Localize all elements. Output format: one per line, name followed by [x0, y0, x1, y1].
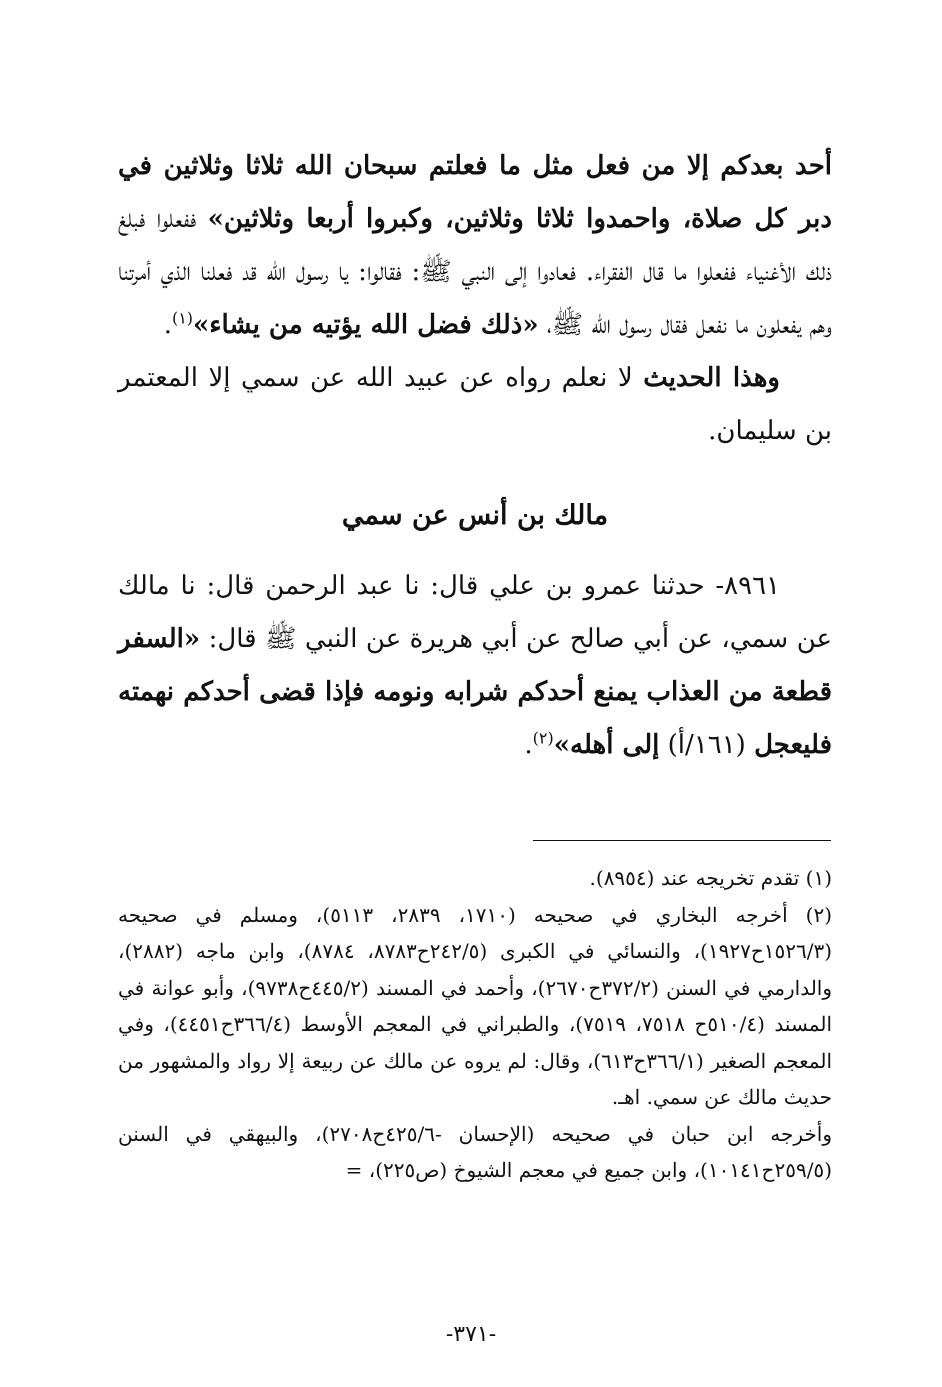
sentence-end: .	[163, 310, 172, 340]
footnote-2: (٢) أخرجه البخاري في صحيحه (١٧١٠، ٢٨٣٩، ٥١١٣)، ومسلم في صحيحه (١٥٢٦/٣ح١٩٢٧)، والنسائي في الكبرى (٢٤٢/٥ح٨٧٨٣، ٨٧٨٤)، وابن ماجه (٢٨٨٢)، والدارمي في السنن (٣٧٢/٢ح٢٦٧٠)، وأحمد في المسند (٤٤٥/٢ح٩٧٣٨)، وأبو عوانة في المسند (٥١٠/٤ح ٧٥١٨، ٧٥١٩)، والطبراني في المعجم الأوسط (٣٦٦/٤ح٤٤٥١)، وفي المعجم الصغير (٣٦٦/١ح٦١٣)، وقال: لم يروه عن مالك عن ربيعة إلا رواد والمشهور من حديث مالك عن سمي. اهـ.	[118, 902, 833, 1109]
page-body	[118, 140, 832, 772]
paragraph-hadith-8961	[118, 560, 832, 772]
footnote-2-continued: وأخرجه ابن حبان في صحيحه (الإحسان -٤٢٥/٦ح٢٧٠٨)، والبيهقي في السنن (٢٥٩/٥ح١٠١٤١)، وابن جميع في معجم الشيوخ (ص٢٢٥)، =	[118, 1121, 832, 1182]
footnote-separator	[533, 840, 831, 841]
sentence-end: .	[524, 730, 533, 760]
section-heading: مالك بن أنس عن سمي	[341, 500, 609, 531]
footnote-1: (١) تقدم تخريجه عند (٨٩٥٤).	[589, 866, 832, 890]
commentary-text: لا نعلم رواه عن عبيد الله عن سمي إلا المعتمر بن سليمان.	[118, 363, 832, 446]
hadith-text: «ذلك فضل الله يؤتيه من يشاء»	[193, 310, 539, 340]
footnote-ref[interactable]: (١)	[171, 308, 194, 328]
paragraph-hadith-end	[118, 140, 832, 352]
hadith-text: إلى أهله»	[553, 730, 660, 760]
folio-marker: (١٦١/أ)	[659, 730, 755, 760]
hadith-text: أحد بعدكم إلا من فعل مثل ما فعلتم سبحان الله ثلاثا وثلاثين في دبر كل صلاة، واحمدوا ثلاثا وثلاثين، وكبروا أربعا وثلاثين»	[118, 151, 832, 234]
footnotes	[118, 860, 832, 1189]
isnad-text: ٨٩٦١- حدثنا عمرو بن علي قال: نا عبد الرحمن قال: نا مالك عن سمي، عن أبي صالح عن أبي هريرة عن النبي ﷺ قال:	[118, 571, 832, 654]
hadith-text: «السفر قطعة من العذاب يمنع أحدكم شرابه ونومه فإذا قضى أحدكم نهمته فليعجل	[118, 624, 832, 760]
footnote-ref[interactable]: (٢)	[532, 728, 554, 748]
page-number: -٣٧١-	[445, 1322, 497, 1347]
narration-text: ففعلوا فبلغ ذلك الأغنياء ففعلوا ما قال الفقراء. فعادوا إلى النبي ﷺ: فقالوا: يا رسول الله قد فعلنا الذي أمرتنا وهم يفعلون ما نفعل فقال رسول الله ﷺ،	[118, 204, 832, 340]
paragraph-commentary	[118, 352, 832, 458]
commentary-lead: وهذا الحديث	[643, 363, 780, 393]
